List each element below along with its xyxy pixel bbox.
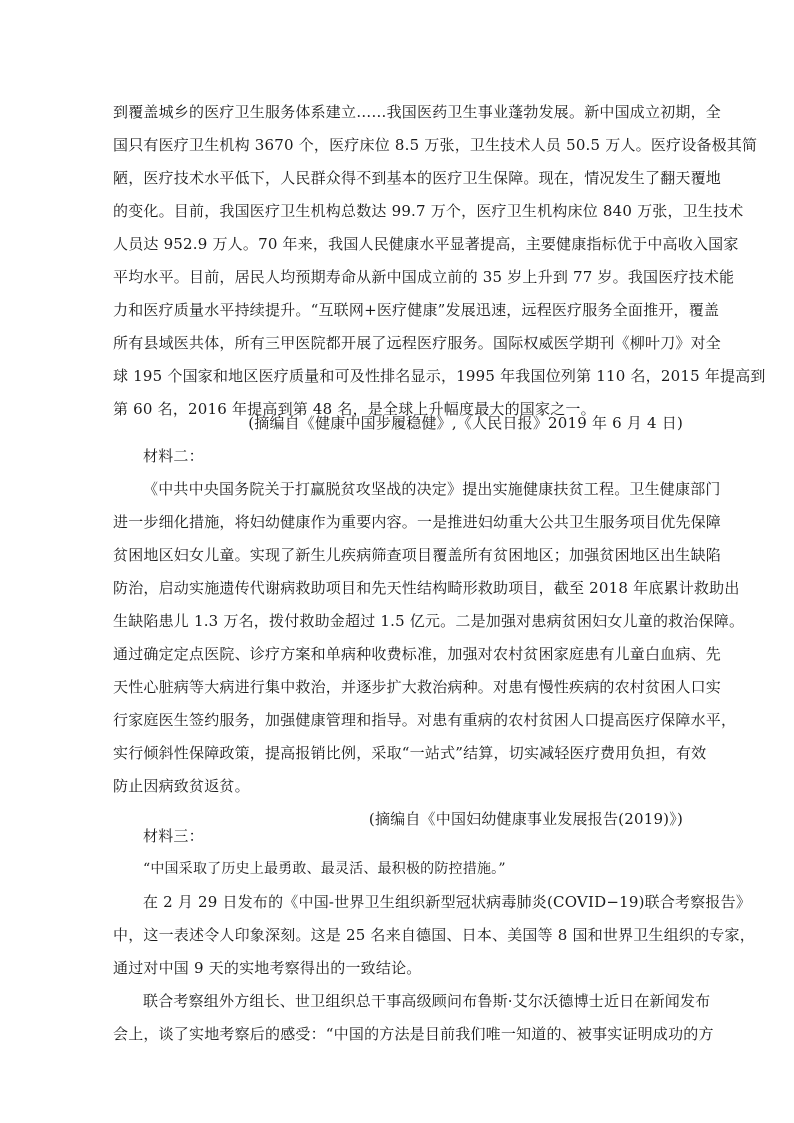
paragraph-line: 国只有医疗卫生机构 3670 个，医疗床位 8.5 万张，卫生技术人员 50.5 万人。医疗设备极其简 [113,136,758,154]
paragraph-line: 力和医疗质量水平持续提升。“互联网+医疗健康”发展迅速，远程医疗服务全面推开，覆盖 [113,301,720,319]
paragraph-line: 中，这一表述令人印象深刻。这是 25 名来自德国、日本、美国等 8 国和世界卫生组织的专家， [113,926,755,944]
paragraph-line: 的变化。目前，我国医疗卫生机构总数达 99.7 万个，医疗卫生机构床位 840 万张，卫生技术 [113,202,744,220]
paragraph-line: 联合考察组外方组长、世卫组织总干事高级顾问布鲁斯·艾尔沃德博士近日在新闻发布 [143,992,711,1010]
paragraph-line: 通过确定定点医院、诊疗方案和单病种收费标准，加强对农村贫困家庭患有儿童白血病、先 [113,645,722,663]
source-citation: (摘编自《中国妇幼健康事业发展报告(2019)》) [368,810,683,828]
paragraph-line: 天性心脏病等大病进行集中救治，并逐步扩大救治病种。对患有慢性疾病的农村贫困人口实 [113,678,722,696]
paragraph-line: 球 195 个国家和地区医疗质量和可及性排名显示，1995 年我国位列第 110 名，2015 年提高到 [113,367,766,385]
paragraph-line: 到覆盖城乡的医疗卫生服务体系建立……我国医药卫生事业蓬勃发展。新中国成立初期，全 [113,103,722,121]
paragraph-line: 第 60 名，2016 年提高到第 48 名，是全球上升幅度最大的国家之一。 [113,400,596,418]
paragraph-line: 人员达 952.9 万人。70 年来，我国人民健康水平显著提高，主要健康指标优于中高收入国家 [113,235,739,253]
source-citation: (摘编自《健康中国步履稳健》,《人民日报》2019 年 6 月 4 日) [248,414,683,432]
paragraph-line: 进一步细化措施，将妇幼健康作为重要内容。一是推进妇幼重大公共卫生服务项目优先保障 [113,513,722,531]
paragraph-line: 生缺陷患儿 1.3 万名，拨付救助金超过 1.5 亿元。二是加强对患病贫困妇女儿童的救治保障。 [113,612,745,630]
paragraph-line: 《中共中央国务院关于打赢脱贫攻坚战的决定》提出实施健康扶贫工程。卫生健康部门 [143,480,721,498]
paragraph-line: 通过对中国 9 天的实地考察得出的一致结论。 [113,959,422,977]
section-heading: 材料二： [143,447,204,465]
paragraph-line: 所有县域医共体，所有三甲医院都开展了远程医疗服务。国际权威医学期刊《柳叶刀》对全 [113,334,722,352]
paragraph-line: 平均水平。目前，居民人均预期寿命从新中国成立前的 35 岁上升到 77 岁。我国医疗技术能 [113,268,735,286]
paragraph-line: 会上，谈了实地考察后的感受：“中国的方法是目前我们唯一知道的、被事实证明成功的方 [113,1025,714,1043]
section-heading: 材料三： [143,827,204,845]
paragraph-line: 贫困地区妇女儿童。实现了新生儿疾病筛查项目覆盖所有贫困地区；加强贫困地区出生缺陷 [113,546,722,564]
paragraph-line: 在 2 月 29 日发布的《中国-世界卫生组织新型冠状病毒肺炎(COVID−19)联合考察报告》 [143,893,752,911]
paragraph-line: 行家庭医生签约服务，加强健康管理和指导。对患有重病的农村贫困人口提高医疗保障水平， [113,711,737,729]
paragraph-line: 陋，医疗技术水平低下，人民群众得不到基本的医疗卫生保障。现在，情况发生了翻天覆地 [113,169,722,187]
paragraph-line: 防治，启动实施遗传代谢病救助项目和先天性结构畸形救助项目，截至 2018 年底累计救助出 [113,579,740,597]
quote-line: “中国采取了历史上最勇敢、最灵活、最积极的防控措施。” [143,861,506,877]
paragraph-line: 防止因病致贫返贫。 [113,777,250,795]
paragraph-line: 实行倾斜性保障政策，提高报销比例，采取“一站式”结算，切实减轻医疗费用负担，有效 [113,744,707,762]
